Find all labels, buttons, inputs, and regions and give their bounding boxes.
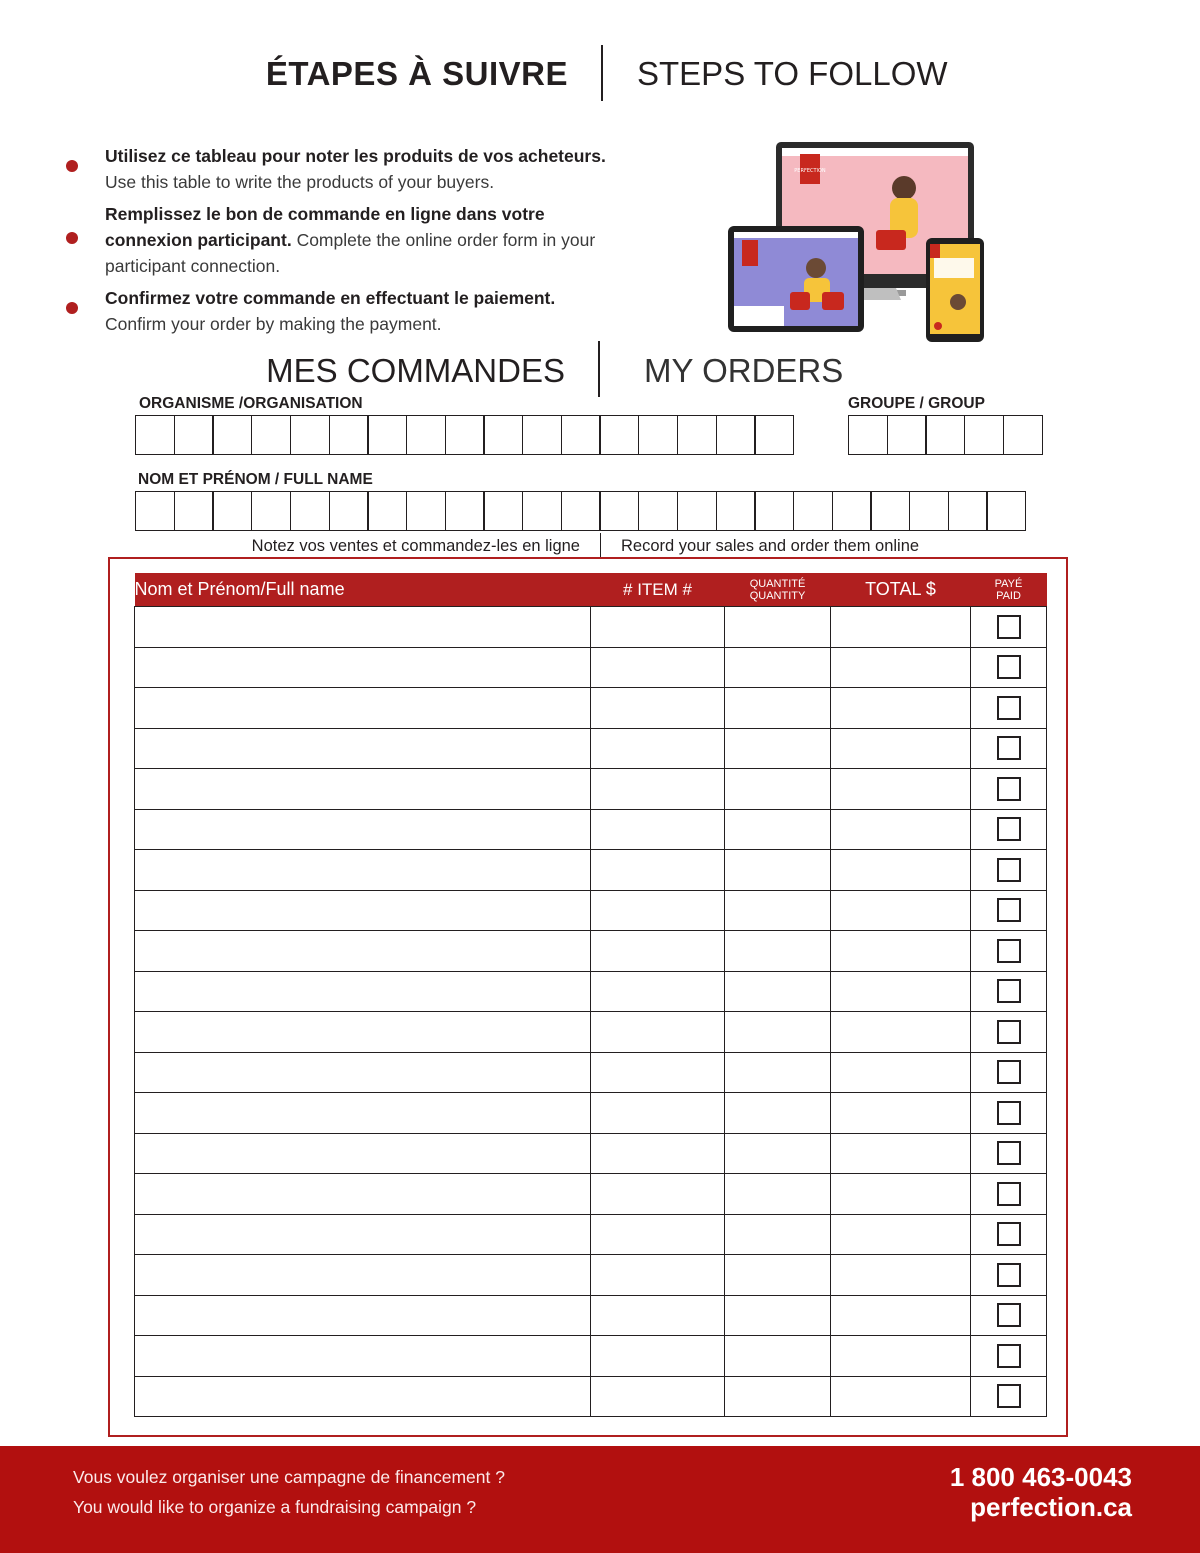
checkbox-icon[interactable] <box>997 777 1021 801</box>
checkbox-icon[interactable] <box>997 655 1021 679</box>
cell-total[interactable] <box>831 728 971 769</box>
cell-paid[interactable] <box>971 769 1047 810</box>
cell-paid[interactable] <box>971 688 1047 729</box>
cell-paid[interactable] <box>971 647 1047 688</box>
char-box[interactable] <box>754 415 794 455</box>
cell-name[interactable] <box>135 1295 591 1336</box>
cell-item[interactable] <box>591 1052 725 1093</box>
title-en: STEPS TO FOLLOW <box>637 55 948 92</box>
checkbox-icon[interactable] <box>997 1384 1021 1408</box>
table-row <box>135 1012 1047 1053</box>
cell-paid[interactable] <box>971 1255 1047 1296</box>
cell-paid[interactable] <box>971 1376 1047 1417</box>
cell-item[interactable] <box>591 769 725 810</box>
checkbox-icon[interactable] <box>997 615 1021 639</box>
char-box[interactable] <box>483 415 523 455</box>
cell-total[interactable] <box>831 1052 971 1093</box>
cell-quantity[interactable] <box>725 1336 831 1377</box>
orders-title-en: MY ORDERS <box>644 352 844 389</box>
cell-name[interactable] <box>135 1174 591 1215</box>
cell-paid[interactable] <box>971 607 1047 648</box>
checkbox-icon[interactable] <box>997 939 1021 963</box>
char-box[interactable] <box>638 415 678 455</box>
cell-name[interactable] <box>135 1133 591 1174</box>
char-box[interactable] <box>522 415 562 455</box>
cell-total[interactable] <box>831 1336 971 1377</box>
cell-item[interactable] <box>591 890 725 931</box>
device-brand: PERFECTION <box>794 168 826 174</box>
cell-quantity[interactable] <box>725 647 831 688</box>
table-row <box>135 1093 1047 1134</box>
cell-paid[interactable] <box>971 971 1047 1012</box>
title-fr: ÉTAPES À SUIVRE <box>265 55 568 92</box>
char-box[interactable] <box>909 491 949 531</box>
char-box[interactable] <box>848 415 888 455</box>
char-box[interactable] <box>561 491 601 531</box>
cell-quantity[interactable] <box>725 1133 831 1174</box>
footer <box>0 1446 1200 1553</box>
char-box[interactable] <box>329 415 369 455</box>
cell-name[interactable] <box>135 1214 591 1255</box>
bullet-icon <box>66 160 78 172</box>
cell-total[interactable] <box>831 809 971 850</box>
group-field[interactable] <box>848 415 1042 455</box>
char-box[interactable] <box>290 491 330 531</box>
cell-total[interactable] <box>831 607 971 648</box>
cell-total[interactable] <box>831 769 971 810</box>
table-row <box>135 607 1047 648</box>
char-box[interactable] <box>135 491 175 531</box>
cell-name[interactable] <box>135 1336 591 1377</box>
char-box[interactable] <box>599 491 639 531</box>
cell-quantity[interactable] <box>725 931 831 972</box>
cell-item[interactable] <box>591 1133 725 1174</box>
cell-paid[interactable] <box>971 1052 1047 1093</box>
table-row <box>135 728 1047 769</box>
cell-quantity[interactable] <box>725 1174 831 1215</box>
fullname-label: NOM ET PRÉNOM / FULL NAME <box>138 471 373 488</box>
checkbox-icon[interactable] <box>997 1020 1021 1044</box>
note-divider <box>600 533 601 557</box>
footer-question-en: You would like to organize a fundraising campaign ? <box>73 1497 477 1517</box>
cell-quantity[interactable] <box>725 809 831 850</box>
char-box[interactable] <box>561 415 601 455</box>
cell-paid[interactable] <box>971 1336 1047 1377</box>
table-row <box>135 769 1047 810</box>
step-1 <box>105 143 665 195</box>
table-row <box>135 931 1047 972</box>
cell-quantity[interactable] <box>725 607 831 648</box>
col-total: TOTAL $ <box>831 573 971 607</box>
table-row <box>135 890 1047 931</box>
cell-name[interactable] <box>135 1012 591 1053</box>
cell-paid[interactable] <box>971 1133 1047 1174</box>
table-row <box>135 1174 1047 1215</box>
devices-illustration <box>726 140 986 345</box>
char-box[interactable] <box>638 491 678 531</box>
cell-name[interactable] <box>135 809 591 850</box>
cell-name[interactable] <box>135 1376 591 1417</box>
step-2-fr-line1: Remplissez le bon de commande en ligne dans votre <box>105 204 545 224</box>
char-box[interactable] <box>329 491 369 531</box>
cell-item[interactable] <box>591 728 725 769</box>
step-2-fr-line2: connexion participant. <box>105 230 292 250</box>
orders-title-divider <box>598 341 600 397</box>
char-box[interactable] <box>716 491 756 531</box>
col-paid-fr: PAYÉ <box>994 577 1023 590</box>
char-box[interactable] <box>948 491 988 531</box>
cell-item[interactable] <box>591 1174 725 1215</box>
step-1-fr: Utilisez ce tableau pour noter les produits de vos acheteurs. <box>105 146 606 166</box>
cell-name[interactable] <box>135 850 591 891</box>
char-box[interactable] <box>212 491 252 531</box>
checkbox-icon[interactable] <box>997 817 1021 841</box>
checkbox-icon[interactable] <box>997 1303 1021 1327</box>
cell-name[interactable] <box>135 728 591 769</box>
cell-quantity[interactable] <box>725 728 831 769</box>
char-box[interactable] <box>406 415 446 455</box>
footer-website[interactable]: perfection.ca <box>970 1492 1132 1522</box>
char-box[interactable] <box>964 415 1004 455</box>
cell-item[interactable] <box>591 607 725 648</box>
cell-quantity[interactable] <box>725 971 831 1012</box>
cell-item[interactable] <box>591 931 725 972</box>
table-row <box>135 1214 1047 1255</box>
char-box[interactable] <box>251 491 291 531</box>
cell-total[interactable] <box>831 647 971 688</box>
cell-quantity[interactable] <box>725 1093 831 1134</box>
checkbox-icon[interactable] <box>997 1263 1021 1287</box>
char-box[interactable] <box>135 415 175 455</box>
cell-quantity[interactable] <box>725 1295 831 1336</box>
cell-quantity[interactable] <box>725 1255 831 1296</box>
cell-paid[interactable] <box>971 1214 1047 1255</box>
col-quantity-fr: QUANTITÉ <box>749 577 806 590</box>
cell-item[interactable] <box>591 1093 725 1134</box>
char-box[interactable] <box>445 415 485 455</box>
cell-total[interactable] <box>831 1133 971 1174</box>
char-box[interactable] <box>754 491 794 531</box>
cell-item[interactable] <box>591 1295 725 1336</box>
checkbox-icon[interactable] <box>997 858 1021 882</box>
char-box[interactable] <box>251 415 291 455</box>
char-box[interactable] <box>925 415 965 455</box>
table-row <box>135 1133 1047 1174</box>
col-item: # ITEM # <box>591 573 725 607</box>
col-quantity <box>725 573 831 607</box>
char-box[interactable] <box>522 491 562 531</box>
cell-quantity[interactable] <box>725 688 831 729</box>
checkbox-icon[interactable] <box>997 696 1021 720</box>
cell-name[interactable] <box>135 1052 591 1093</box>
checkbox-icon[interactable] <box>997 1344 1021 1368</box>
checkbox-icon[interactable] <box>997 1060 1021 1084</box>
char-box[interactable] <box>445 491 485 531</box>
cell-paid[interactable] <box>971 1012 1047 1053</box>
cell-item[interactable] <box>591 809 725 850</box>
cell-quantity[interactable] <box>725 890 831 931</box>
cell-quantity[interactable] <box>725 1376 831 1417</box>
orders-title-fr: MES COMMANDES <box>266 352 565 389</box>
step-3 <box>105 285 665 337</box>
cell-total[interactable] <box>831 1012 971 1053</box>
cell-quantity[interactable] <box>725 1214 831 1255</box>
cell-total[interactable] <box>831 688 971 729</box>
cell-item[interactable] <box>591 688 725 729</box>
step-2 <box>105 201 665 279</box>
table-row <box>135 1336 1047 1377</box>
bullet-icon <box>66 302 78 314</box>
table-row <box>135 688 1047 729</box>
char-box[interactable] <box>677 415 717 455</box>
cell-name[interactable] <box>135 607 591 648</box>
char-box[interactable] <box>793 491 833 531</box>
char-box[interactable] <box>290 415 330 455</box>
table-row <box>135 647 1047 688</box>
cell-name[interactable] <box>135 890 591 931</box>
cell-name[interactable] <box>135 647 591 688</box>
cell-paid[interactable] <box>971 1174 1047 1215</box>
cell-paid[interactable] <box>971 890 1047 931</box>
cell-quantity[interactable] <box>725 1052 831 1093</box>
checkbox-icon[interactable] <box>997 736 1021 760</box>
cell-total[interactable] <box>831 971 971 1012</box>
cell-item[interactable] <box>591 647 725 688</box>
title-divider <box>601 45 603 101</box>
fullname-field[interactable] <box>135 491 1025 531</box>
bullet-icon <box>66 232 78 244</box>
col-name: Nom et Prénom/Full name <box>135 573 591 607</box>
checkbox-icon[interactable] <box>997 1101 1021 1125</box>
char-box[interactable] <box>677 491 717 531</box>
cell-total[interactable] <box>831 1255 971 1296</box>
cell-item[interactable] <box>591 1012 725 1053</box>
char-box[interactable] <box>367 491 407 531</box>
cell-name[interactable] <box>135 931 591 972</box>
checkbox-icon[interactable] <box>997 898 1021 922</box>
cell-item[interactable] <box>591 1214 725 1255</box>
cell-name[interactable] <box>135 769 591 810</box>
cell-total[interactable] <box>831 1214 971 1255</box>
footer-question-fr: Vous voulez organiser une campagne de financement ? <box>73 1467 505 1487</box>
cell-paid[interactable] <box>971 931 1047 972</box>
step-2-en-line3: participant connection. <box>105 256 281 276</box>
cell-total[interactable] <box>831 850 971 891</box>
col-quantity-en: QUANTITY <box>749 589 806 602</box>
organisation-field[interactable] <box>135 415 793 455</box>
table-row <box>135 850 1047 891</box>
table-row <box>135 1376 1047 1417</box>
char-box[interactable] <box>986 491 1026 531</box>
cell-paid[interactable] <box>971 850 1047 891</box>
char-box[interactable] <box>716 415 756 455</box>
cell-item[interactable] <box>591 1376 725 1417</box>
checkbox-icon[interactable] <box>997 1222 1021 1246</box>
cell-paid[interactable] <box>971 728 1047 769</box>
table-row <box>135 971 1047 1012</box>
note-fr: Notez vos ventes et commandez-les en ligne <box>251 537 580 555</box>
orders-table <box>134 573 1047 1417</box>
cell-total[interactable] <box>831 1093 971 1134</box>
char-box[interactable] <box>367 415 407 455</box>
char-box[interactable] <box>483 491 523 531</box>
footer-phone[interactable]: 1 800 463-0043 <box>949 1462 1132 1492</box>
step-1-en: Use this table to write the products of your buyers. <box>105 172 495 192</box>
cell-quantity[interactable] <box>725 769 831 810</box>
note-en: Record your sales and order them online <box>621 537 920 555</box>
col-paid-en: PAID <box>996 589 1021 602</box>
cell-item[interactable] <box>591 850 725 891</box>
cell-total[interactable] <box>831 1174 971 1215</box>
table-row <box>135 809 1047 850</box>
table-header <box>135 573 1047 607</box>
cell-total[interactable] <box>831 1295 971 1336</box>
cell-item[interactable] <box>591 1336 725 1377</box>
char-box[interactable] <box>406 491 446 531</box>
cell-paid[interactable] <box>971 809 1047 850</box>
char-box[interactable] <box>832 491 872 531</box>
cell-total[interactable] <box>831 890 971 931</box>
cell-quantity[interactable] <box>725 1012 831 1053</box>
cell-paid[interactable] <box>971 1093 1047 1134</box>
char-box[interactable] <box>870 491 910 531</box>
char-box[interactable] <box>887 415 927 455</box>
cell-name[interactable] <box>135 688 591 729</box>
table-row <box>135 1255 1047 1296</box>
char-box[interactable] <box>212 415 252 455</box>
char-box[interactable] <box>174 415 214 455</box>
checkbox-icon[interactable] <box>997 1141 1021 1165</box>
step-3-en: Confirm your order by making the payment. <box>105 314 442 334</box>
step-2-en-line2: Complete the online order form in your <box>291 230 596 250</box>
char-box[interactable] <box>1003 415 1043 455</box>
cell-paid[interactable] <box>971 1295 1047 1336</box>
cell-item[interactable] <box>591 1255 725 1296</box>
checkbox-icon[interactable] <box>997 1182 1021 1206</box>
char-box[interactable] <box>174 491 214 531</box>
table-row <box>135 1295 1047 1336</box>
table-row <box>135 1052 1047 1093</box>
group-label: GROUPE / GROUP <box>848 395 985 412</box>
cell-total[interactable] <box>831 931 971 972</box>
cell-name[interactable] <box>135 971 591 1012</box>
step-3-fr: Confirmez votre commande en effectuant le paiement. <box>105 288 556 308</box>
char-box[interactable] <box>599 415 639 455</box>
cell-name[interactable] <box>135 1255 591 1296</box>
cell-item[interactable] <box>591 971 725 1012</box>
checkbox-icon[interactable] <box>997 979 1021 1003</box>
col-paid <box>971 573 1047 607</box>
cell-total[interactable] <box>831 1376 971 1417</box>
cell-quantity[interactable] <box>725 850 831 891</box>
cell-name[interactable] <box>135 1093 591 1134</box>
organisation-label: ORGANISME /ORGANISATION <box>139 395 363 412</box>
